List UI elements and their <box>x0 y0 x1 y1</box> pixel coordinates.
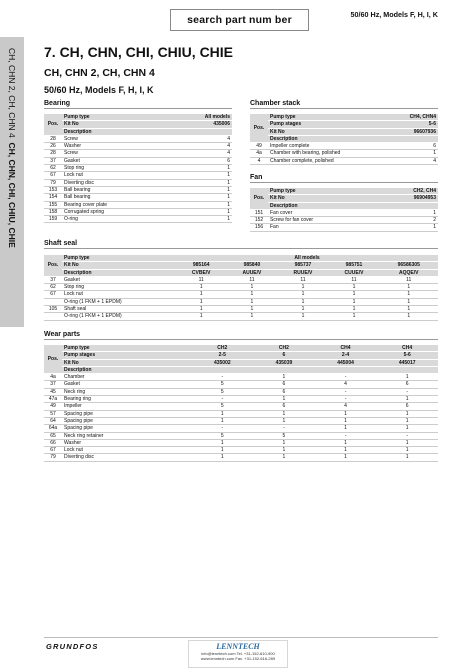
fan-table <box>250 188 438 232</box>
pos-cell: 4a <box>250 150 268 157</box>
pos-cell: 45 <box>44 388 62 395</box>
quantity-cell: 1 <box>167 186 232 193</box>
quantity-cell: 2 <box>376 217 438 224</box>
description-cell: Screw <box>62 150 167 157</box>
description-cell: O-ring <box>62 216 167 223</box>
chamber-heading <box>250 100 438 107</box>
description-row <box>44 269 438 276</box>
description-cell: Gasket <box>62 276 176 283</box>
kit-no-row <box>44 262 438 269</box>
description-cell: Gasket <box>62 157 167 164</box>
header-cell: 985164 <box>176 262 226 269</box>
description-cell: Screw for fan cover <box>268 217 376 224</box>
description-cell: Fan cover <box>268 209 376 216</box>
description-header: Description <box>268 202 438 209</box>
table-row <box>44 381 438 388</box>
pos-cell: 67 <box>44 291 62 298</box>
quantity-cell: 1 <box>226 313 277 320</box>
description-cell: Neck ring retainer <box>62 432 191 439</box>
bearing-heading-text: Bearing <box>44 100 71 107</box>
quantity-cell: 1 <box>167 172 232 179</box>
quantity-cell: 1 <box>376 396 438 403</box>
page-subtitle: CH, CHN 2, CH, CHN 4 <box>44 67 155 79</box>
quantity-cell: - <box>315 374 377 381</box>
description-cell: Stop ring <box>62 165 167 172</box>
table-row <box>44 454 438 461</box>
pos-cell: 26 <box>44 143 62 150</box>
quantity-cell: 1 <box>376 410 438 417</box>
kit-no-value: 96607936 <box>389 128 438 135</box>
description-cell: Chamber <box>62 374 191 381</box>
quantity-cell: 4 <box>167 150 232 157</box>
quantity-cell: 1 <box>226 291 277 298</box>
quantity-cell: 1 <box>277 306 328 313</box>
quantity-cell: - <box>191 425 253 432</box>
sidebar-label-regular: CH, CHN 2, CH, CHN 4 <box>7 48 17 138</box>
table-row <box>44 216 232 223</box>
quantity-cell: 1 <box>380 291 439 298</box>
pump-type-label: Pump type <box>62 255 176 262</box>
header-label: Kit No <box>62 359 191 366</box>
pos-cell: 79 <box>44 179 62 186</box>
header-models: 50/60 Hz, Models F, H, I, K <box>350 10 438 19</box>
header-cell: CUUE/V <box>328 269 379 276</box>
quantity-cell: 1 <box>191 410 253 417</box>
chamber-heading-text: Chamber stack <box>250 100 301 107</box>
quantity-cell: 1 <box>328 291 379 298</box>
description-cell: Washer <box>62 439 191 446</box>
pump-type-label: Pump type <box>268 188 376 195</box>
quantity-cell: 4 <box>315 381 377 388</box>
quantity-cell: 4 <box>315 403 377 410</box>
quantity-cell: 1 <box>315 439 377 446</box>
table-row <box>44 313 438 320</box>
quantity-cell: - <box>315 388 377 395</box>
models-line: 50/60 Hz, Models F, H, I, K <box>44 85 154 95</box>
quantity-cell: 1 <box>191 447 253 454</box>
pos-cell: 67 <box>44 447 62 454</box>
quantity-cell: 1 <box>376 439 438 446</box>
header-cell: 435002 <box>191 359 253 366</box>
kit-no-value: 96904953 <box>376 195 438 202</box>
quantity-cell: 1 <box>226 284 277 291</box>
wear-parts-heading <box>44 331 438 338</box>
description-cell: Spacing pipe <box>62 417 191 424</box>
description-cell: Impeller complete <box>268 143 389 150</box>
header-cell: CH4 <box>376 345 438 352</box>
description-cell: Ball bearing <box>62 186 167 193</box>
quantity-cell: 1 <box>253 374 315 381</box>
pump-type-row <box>44 345 438 352</box>
quantity-cell: 11 <box>380 276 439 283</box>
pos-header: Pos. <box>250 188 268 209</box>
quantity-cell: 1 <box>253 447 315 454</box>
description-cell: Shaft seal <box>62 306 176 313</box>
header-cell: 445004 <box>315 359 377 366</box>
table-row <box>44 291 438 298</box>
quantity-cell: 1 <box>191 439 253 446</box>
description-cell: O-ring (1 FKM + 1 EPDM) <box>62 298 176 305</box>
description-cell: Chamber complete, polished <box>268 157 389 164</box>
sidebar-label <box>7 48 17 248</box>
description-cell: Lock nut <box>62 172 167 179</box>
quantity-cell: 6 <box>167 157 232 164</box>
description-cell: Gasket <box>62 381 191 388</box>
header-cell: 2-4 <box>315 352 377 359</box>
contact-line-1: info@lenntech.com Tel. +31-152-610-900 <box>201 651 275 656</box>
pump-stages-label: Pump stages <box>268 121 389 128</box>
table-row <box>250 157 438 164</box>
pos-cell: 152 <box>250 217 268 224</box>
quantity-cell: - <box>253 425 315 432</box>
quantity-cell: 4 <box>167 135 232 142</box>
lenntech-contact-box <box>188 640 288 668</box>
quantity-cell: 11 <box>277 276 328 283</box>
chamber-table <box>250 114 438 165</box>
pos-cell: 159 <box>44 216 62 223</box>
header-cell: 985737 <box>277 262 328 269</box>
header-cell: 435039 <box>253 359 315 366</box>
quantity-cell: 1 <box>376 417 438 424</box>
pos-cell: 153 <box>44 186 62 193</box>
pos-cell: 49 <box>44 403 62 410</box>
quantity-cell: 1 <box>226 306 277 313</box>
quantity-cell: 1 <box>328 284 379 291</box>
quantity-cell: 5 <box>191 403 253 410</box>
table-row <box>44 208 232 215</box>
quantity-cell: 6 <box>253 388 315 395</box>
quantity-cell: 1 <box>376 374 438 381</box>
table-row <box>250 209 438 216</box>
table-row <box>44 135 232 142</box>
header-cell: 5-6 <box>376 352 438 359</box>
quantity-cell: 1 <box>328 298 379 305</box>
description-cell: Spacing pipe <box>62 410 191 417</box>
description-cell: Corrugated spring <box>62 208 167 215</box>
table-row <box>44 201 232 208</box>
description-header: Description <box>62 128 232 135</box>
pos-cell: 4 <box>250 157 268 164</box>
quantity-cell: 1 <box>167 179 232 186</box>
table-row <box>44 388 438 395</box>
table-row <box>44 410 438 417</box>
quantity-cell: 6 <box>376 403 438 410</box>
pos-cell: 62 <box>44 284 62 291</box>
quantity-cell: 1 <box>315 454 377 461</box>
shaft-seal-table <box>44 255 438 321</box>
pos-cell: 105 <box>44 306 62 313</box>
quantity-cell: - <box>191 396 253 403</box>
quantity-cell: 5 <box>191 381 253 388</box>
wear-parts-table <box>44 345 438 462</box>
grundfos-logo: GRUNDFOS <box>46 642 99 651</box>
table-row <box>44 298 438 305</box>
kit-no-value: 435006 <box>167 121 232 128</box>
shaft-seal-heading-text: Shaft seal <box>44 240 78 247</box>
table-row <box>44 276 438 283</box>
pos-cell: 62 <box>44 165 62 172</box>
description-cell: Diverting disc <box>62 179 167 186</box>
quantity-cell: 1 <box>380 298 439 305</box>
quantity-cell: 1 <box>253 410 315 417</box>
header-label: Description <box>62 269 176 276</box>
pos-header: Pos. <box>250 114 268 143</box>
kit-no-label: Kit No <box>268 128 389 135</box>
description-cell: Washer <box>62 143 167 150</box>
quantity-cell: 6 <box>253 381 315 388</box>
header-cell: CVBE/V <box>176 269 226 276</box>
pos-cell: 156 <box>250 224 268 231</box>
pos-cell: 154 <box>44 194 62 201</box>
wear-parts-heading-text: Wear parts <box>44 331 81 338</box>
kit-no-label: Kit No <box>62 121 167 128</box>
header-cell: 985751 <box>328 262 379 269</box>
quantity-cell: 1 <box>167 201 232 208</box>
quantity-cell: 1 <box>328 313 379 320</box>
pos-header: Pos. <box>44 345 62 374</box>
quantity-cell: 1 <box>167 165 232 172</box>
table-row <box>44 165 232 172</box>
description-cell: Lock nut <box>62 291 176 298</box>
quantity-cell: 1 <box>253 396 315 403</box>
table-row <box>44 143 232 150</box>
pos-cell: 64a <box>44 425 62 432</box>
search-part-number-button[interactable]: search part num ber <box>170 9 309 31</box>
quantity-cell: 11 <box>226 276 277 283</box>
header-cell: CH2 <box>191 345 253 352</box>
quantity-cell: - <box>315 396 377 403</box>
quantity-cell: 1 <box>191 454 253 461</box>
pos-cell: 66 <box>44 439 62 446</box>
table-row <box>44 150 232 157</box>
quantity-cell: 1 <box>191 417 253 424</box>
pos-cell: 151 <box>250 209 268 216</box>
table-row <box>44 374 438 381</box>
pos-cell: 57 <box>44 410 62 417</box>
header-cell: AQQE/V <box>380 269 439 276</box>
quantity-cell: 1 <box>277 291 328 298</box>
table-row <box>44 417 438 424</box>
table-row <box>250 150 438 157</box>
pos-header: Pos. <box>44 255 62 276</box>
quantity-cell: 11 <box>328 276 379 283</box>
header-cell: 445017 <box>376 359 438 366</box>
page-title: 7. CH, CHN, CHI, CHIU, CHIE <box>44 44 234 60</box>
pump-type-value: CH4, CHN4 <box>389 114 438 121</box>
bearing-table <box>44 114 232 223</box>
pos-cell: 158 <box>44 208 62 215</box>
quantity-cell: 1 <box>376 209 438 216</box>
pump-stages-row <box>44 352 438 359</box>
quantity-cell: 1 <box>315 417 377 424</box>
pos-cell: 37 <box>44 381 62 388</box>
header-label: Pump stages <box>62 352 191 359</box>
description-cell: Bearing cover plate <box>62 201 167 208</box>
kit-no-label: Kit No <box>268 195 376 202</box>
shaft-seal-heading <box>44 240 438 247</box>
table-row <box>44 425 438 432</box>
quantity-cell: 1 <box>328 306 379 313</box>
quantity-cell: 4 <box>389 157 438 164</box>
quantity-cell: 1 <box>176 298 226 305</box>
quantity-cell: - <box>376 432 438 439</box>
pos-cell: 28 <box>44 135 62 142</box>
quantity-cell: 1 <box>376 447 438 454</box>
quantity-cell: 1 <box>253 454 315 461</box>
header-label: Kit No <box>62 262 176 269</box>
header-cell: AUUE/V <box>226 269 277 276</box>
description-cell: Fan <box>268 224 376 231</box>
description-cell: Impeller <box>62 403 191 410</box>
table-row <box>44 157 232 164</box>
table-row <box>250 217 438 224</box>
pos-cell: 155 <box>44 201 62 208</box>
table-row <box>44 447 438 454</box>
quantity-cell: 1 <box>176 291 226 298</box>
description-cell: Stop ring <box>62 284 176 291</box>
quantity-cell: 4 <box>167 143 232 150</box>
pos-cell: 67 <box>44 172 62 179</box>
table-row <box>250 143 438 150</box>
header-label: Pump type <box>62 345 191 352</box>
description-cell: O-ring (1 FKM + 1 EPDM) <box>62 313 176 320</box>
description-header: Description <box>62 366 438 373</box>
pos-cell: 37 <box>44 276 62 283</box>
description-cell: Screw <box>62 135 167 142</box>
quantity-cell: 1 <box>277 284 328 291</box>
quantity-cell: 1 <box>176 284 226 291</box>
quantity-cell: - <box>376 388 438 395</box>
pump-type-value: CH2, CH4 <box>376 188 438 195</box>
quantity-cell: 1 <box>315 410 377 417</box>
pos-cell: 28 <box>44 150 62 157</box>
contact-line-2: www.lenntech.com Fax. +31-152-616-289 <box>200 656 276 661</box>
quantity-cell: 1 <box>176 313 226 320</box>
quantity-cell: 5 <box>191 388 253 395</box>
quantity-cell: 1 <box>380 313 439 320</box>
quantity-cell: 6 <box>253 403 315 410</box>
table-row <box>44 179 232 186</box>
pos-cell: 65 <box>44 432 62 439</box>
quantity-cell: 1 <box>315 447 377 454</box>
quantity-cell: - <box>315 432 377 439</box>
quantity-cell: 5 <box>191 432 253 439</box>
lenntech-logo: LENNTECH <box>216 642 260 651</box>
header-cell: 2-5 <box>191 352 253 359</box>
pump-type-label: Pump type <box>62 114 167 121</box>
pos-cell: 47a <box>44 396 62 403</box>
pos-cell: 64 <box>44 417 62 424</box>
quantity-cell: 1 <box>376 454 438 461</box>
quantity-cell: 1 <box>380 306 439 313</box>
pump-type-value: All models <box>167 114 232 121</box>
quantity-cell: 11 <box>176 276 226 283</box>
table-row <box>44 172 232 179</box>
quantity-cell: 1 <box>167 194 232 201</box>
pos-cell: 79 <box>44 454 62 461</box>
pump-stages-value: 5-6 <box>389 121 438 128</box>
pos-cell: 4a <box>44 374 62 381</box>
quantity-cell: 1 <box>176 306 226 313</box>
description-cell: Neck ring <box>62 388 191 395</box>
table-row <box>44 403 438 410</box>
quantity-cell: 1 <box>167 208 232 215</box>
quantity-cell: 1 <box>167 216 232 223</box>
table-row <box>44 306 438 313</box>
pos-cell: 49 <box>250 143 268 150</box>
header-cell: CH2 <box>253 345 315 352</box>
quantity-cell: 1 <box>277 313 328 320</box>
description-cell: Diverting disc <box>62 454 191 461</box>
quantity-cell: 1 <box>376 425 438 432</box>
pos-cell <box>44 298 62 305</box>
pos-header: Pos. <box>44 114 62 135</box>
quantity-cell: 1 <box>253 439 315 446</box>
quantity-cell: 1 <box>389 150 438 157</box>
table-row <box>44 186 232 193</box>
table-row <box>44 194 232 201</box>
quantity-cell: 1 <box>380 284 439 291</box>
quantity-cell: 6 <box>376 381 438 388</box>
quantity-cell: - <box>191 374 253 381</box>
footer-divider <box>44 637 438 638</box>
pos-cell: 37 <box>44 157 62 164</box>
table-row <box>44 439 438 446</box>
quantity-cell: 1 <box>253 417 315 424</box>
header-cell: 6 <box>253 352 315 359</box>
description-header: Description <box>268 135 438 142</box>
quantity-cell: 1 <box>376 224 438 231</box>
sidebar-label-bold: CH, CHN, CHI, CHIU, CHIE <box>7 142 17 248</box>
description-cell: Lock nut <box>62 447 191 454</box>
description-cell: Bearing ring <box>62 396 191 403</box>
description-cell: Ball bearing <box>62 194 167 201</box>
table-row <box>250 224 438 231</box>
table-row <box>44 432 438 439</box>
header-cell: RUUE/V <box>277 269 328 276</box>
header-cell: 985840 <box>226 262 277 269</box>
description-cell: Spacing pipe <box>62 425 191 432</box>
quantity-cell: 1 <box>315 425 377 432</box>
table-row <box>44 396 438 403</box>
kit-no-row <box>44 359 438 366</box>
header-cell: 96586305 <box>380 262 439 269</box>
quantity-cell: 5 <box>253 432 315 439</box>
quantity-cell: 1 <box>277 298 328 305</box>
quantity-cell: 1 <box>226 298 277 305</box>
header-cell: CH4 <box>315 345 377 352</box>
description-cell: Chamber with bearing, polished <box>268 150 389 157</box>
bearing-heading <box>44 100 232 107</box>
quantity-cell: 6 <box>389 143 438 150</box>
table-row <box>44 284 438 291</box>
pump-type-label: Pump type <box>268 114 389 121</box>
fan-heading-text: Fan <box>250 174 263 181</box>
fan-heading <box>250 174 438 181</box>
pump-type-value: All models <box>176 255 438 262</box>
pos-cell <box>44 313 62 320</box>
